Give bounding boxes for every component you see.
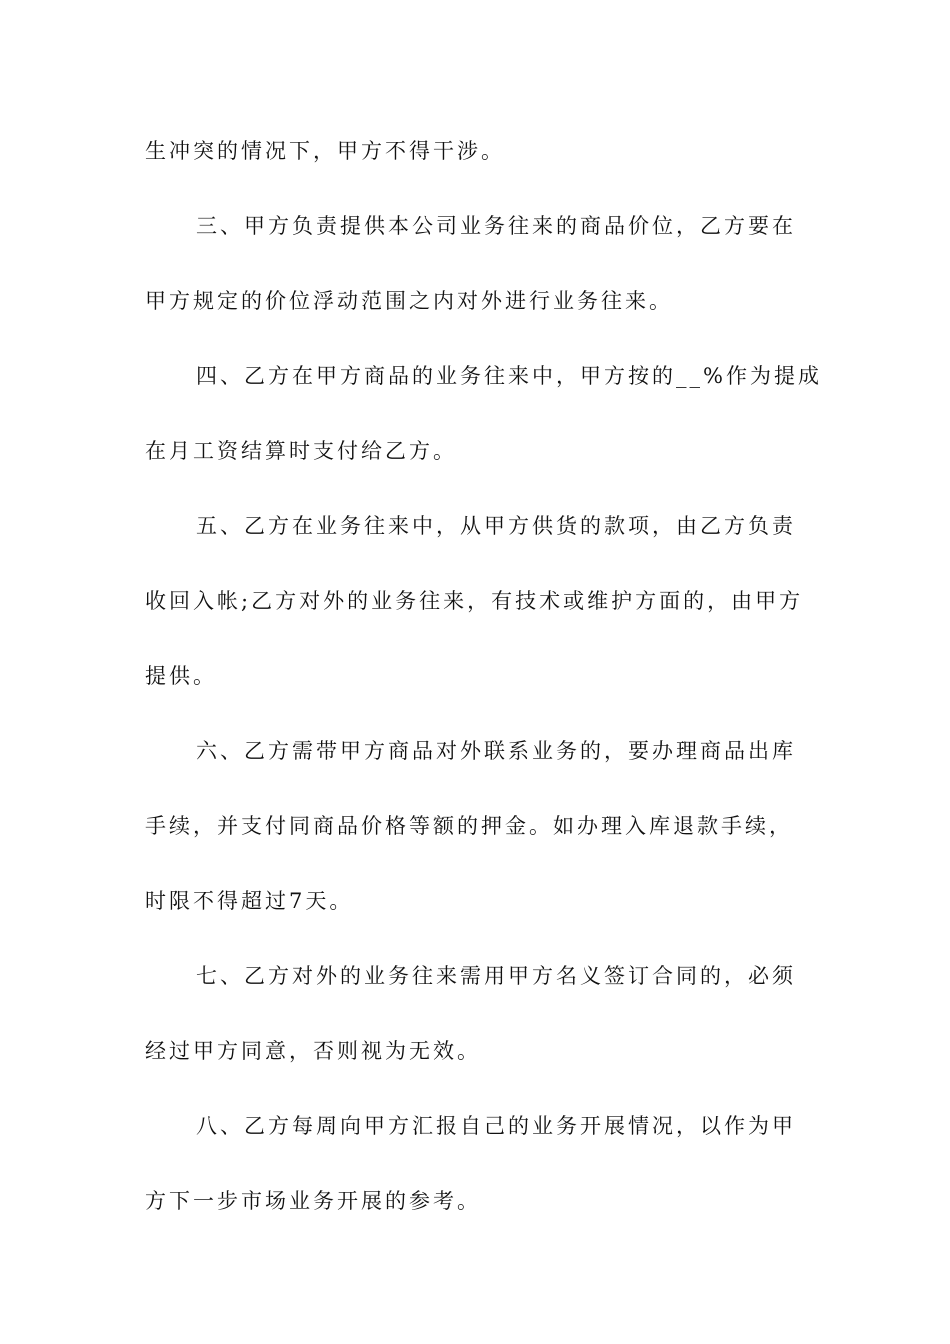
- text-line: 生冲突的情况下，甲方不得干涉。: [145, 139, 505, 163]
- text-line: 方下一步市场业务开展的参考。: [145, 1189, 481, 1213]
- text-line: 收回入帐;乙方对外的业务往来，有技术或维护方面的，由甲方: [145, 589, 804, 613]
- clause-six-line: 六、乙方需带甲方商品对外联系业务的，要办理商品出库: [196, 739, 796, 763]
- clause-five-line: 五、乙方在业务往来中，从甲方供货的款项，由乙方负责: [196, 514, 796, 538]
- text-line: 提供。: [145, 664, 217, 688]
- text-line: 手续，并支付同商品价格等额的押金。如办理入库退款手续，: [145, 814, 793, 838]
- clause-four-line: 四、乙方在甲方商品的业务往来中，甲方按的__%作为提成: [196, 364, 822, 388]
- clause-eight-line: 八、乙方每周向甲方汇报自己的业务开展情况，以作为甲: [196, 1114, 796, 1138]
- clause-three-line: 三、甲方负责提供本公司业务往来的商品价位，乙方要在: [196, 214, 796, 238]
- text-line: 时限不得超过7天。: [145, 889, 354, 913]
- text-line: 经过甲方同意，否则视为无效。: [145, 1039, 481, 1063]
- text-line: 甲方规定的价位浮动范围之内对外进行业务往来。: [145, 289, 673, 313]
- text-line: 在月工资结算时支付给乙方。: [145, 439, 457, 463]
- clause-seven-line: 七、乙方对外的业务往来需用甲方名义签订合同的，必须: [196, 964, 796, 988]
